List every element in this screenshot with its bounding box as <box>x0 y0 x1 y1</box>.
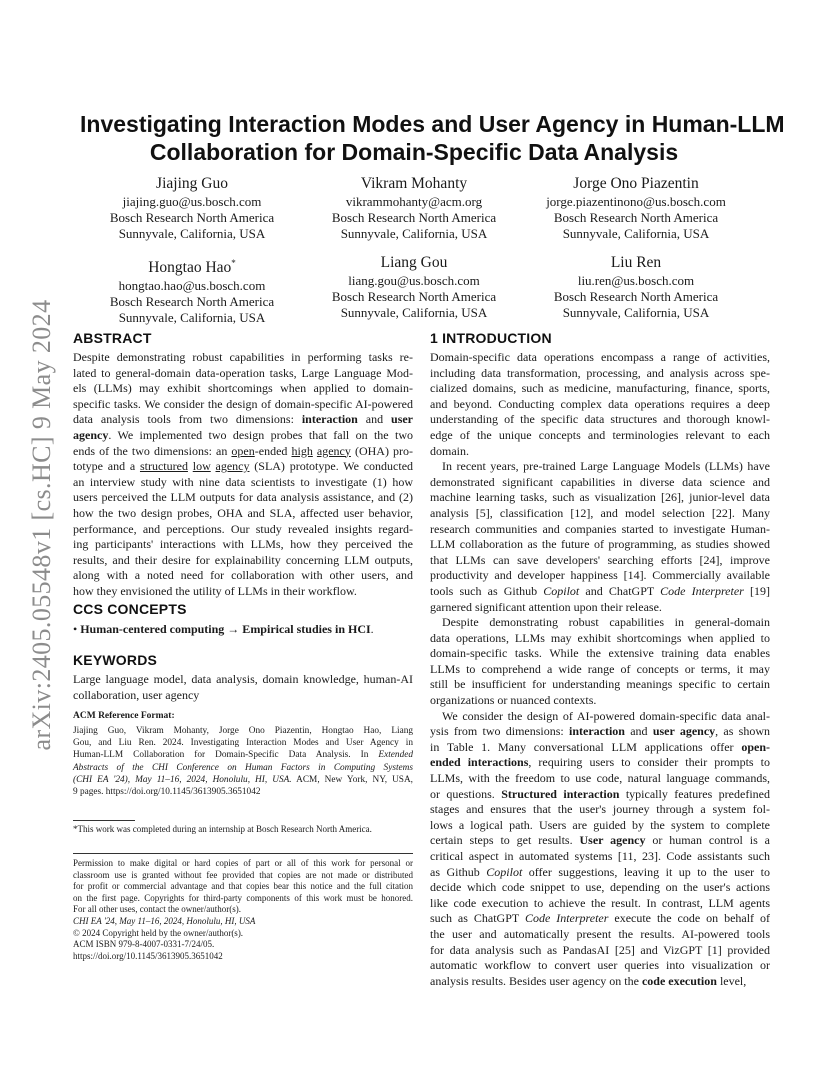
permission-line: For all other uses, contact the owner/author(s). <box>73 904 241 915</box>
introduction-line: demonstrated significant capabilities in diverse data science and <box>430 474 770 489</box>
author-email: vikrammohanty@acm.org <box>345 194 483 209</box>
abstract-line: users perceived the LLM outputs for data analysis assistance, and (2) <box>73 490 413 505</box>
author-location: Sunnyvale, California, USA <box>340 305 488 320</box>
author-email: liu.ren@us.bosch.com <box>577 273 695 288</box>
introduction-line: productivity and developer happiness [14]. Commercially available <box>430 568 770 583</box>
author-location: Sunnyvale, California, USA <box>118 310 266 326</box>
introduction-line: in Table 1. Many conversational LLM applications offer open- <box>430 739 770 754</box>
permission-line: on the first page. Copyrights for third-party components of this work must be honored. <box>73 892 413 903</box>
introduction-line: tools such as Github Copilot and ChatGPT Code Interpreter [19] <box>430 583 770 598</box>
permission-line: https://doi.org/10.1145/3613905.3651042 <box>73 950 223 961</box>
author-location: Sunnyvale, California, USA <box>340 226 488 241</box>
acm-reference-line: Human-LLM Collaboration for Domain-Specific Data Analysis. In Extended <box>73 750 413 761</box>
abstract-line: an interview study with nine data scientists to investigate (1) how <box>73 474 413 489</box>
paper-title <box>80 110 785 166</box>
introduction-line: lows a logical path. Users are guided by the system to complete <box>430 817 770 832</box>
author-name: Jiajing Guo <box>156 175 228 192</box>
introduction-line: domain-specific tasks. While the extensive training data enables <box>430 646 770 661</box>
author-email: jiajing.guo@us.bosch.com <box>122 194 262 209</box>
permission-line: classroom use is granted without fee provided that copies are not made or distributed <box>73 869 413 880</box>
abstract-line: Despite demonstrating robust capabilities in performing tasks re- <box>73 350 413 364</box>
introduction-line: garnered significant attention upon their release. <box>430 599 662 614</box>
author-footnote: *This work was completed during an internship at Bosch Research North America. <box>73 824 372 834</box>
permission-divider <box>73 853 413 854</box>
author-block <box>526 253 746 321</box>
abstract-line: how the two design probes, OHA and SLA, affected user behavior, <box>73 505 413 520</box>
introduction-line: decide which code snippet to use, depending on the user's actions <box>430 880 770 895</box>
abstract-body <box>73 350 413 600</box>
author-name: Liu Ren <box>610 254 662 271</box>
introduction-line: still be insufficient for understanding meanings specific to certain <box>430 677 770 692</box>
author-location: Sunnyvale, California, USA <box>562 226 710 241</box>
permission-line: © 2024 Copyright held by the owner/author(s). <box>73 927 244 938</box>
author-name: Liang Gou <box>380 254 448 271</box>
introduction-line: Despite demonstrating robust capabilities in general-domain <box>442 615 770 630</box>
acm-reference-line: (CHI EA '24), May 11–16, 2024, Honolulu, HI, USA. ACM, New York, NY, USA, <box>73 774 413 785</box>
introduction-line: stages and ensures that the user's journey through a system fol- <box>430 802 770 817</box>
author-block <box>82 253 302 326</box>
introduction-line: organizations or nuanced contexts. <box>430 693 597 708</box>
acm-reference-line: 9 pages. https://doi.org/10.1145/3613905.3651042 <box>73 787 261 798</box>
author-affiliation: Bosch Research North America <box>109 210 275 225</box>
introduction-line: LLMs to comprehend a wide range of concepts or terms, it may <box>430 661 770 676</box>
introduction-line: analysis results. Besides user agency on the code execution level, <box>430 973 747 988</box>
author-block <box>82 174 302 242</box>
introduction-paragraph <box>430 709 770 990</box>
abstract-line: how they envisioned the utility of LLMs in their workflow. <box>73 583 357 598</box>
introduction-line: edge of the unique concepts and terminologies relevant to each <box>430 427 770 442</box>
author-location: Sunnyvale, California, USA <box>562 305 710 320</box>
keywords-line: Large language model, data analysis, domain knowledge, human-AI <box>73 672 413 686</box>
introduction-line: the user and automatically present the results. AI-powered tools <box>430 926 770 941</box>
author-email: hongtao.hao@us.bosch.com <box>118 278 266 294</box>
permission-line: Permission to make digital or hard copies of part or all of this work for personal or <box>73 858 413 868</box>
author-email: jorge.piazentinono@us.bosch.com <box>546 194 726 209</box>
abstract-line: along with a noted need for collaboration with other users, and <box>73 568 413 583</box>
title-line-2: Collaboration for Domain-Specific Data Analysis <box>149 139 679 165</box>
introduction-line: critical aspect in automated systems [11, 23]. Code assistants such <box>430 849 770 863</box>
abstract-line: agency. We implemented two design probes that fall on the two <box>73 427 413 442</box>
author-affiliation: Bosch Research North America <box>331 210 497 225</box>
introduction-line: such as ChatGPT Code Interpreter execute the code on behalf of <box>430 911 770 926</box>
acm-reference-text <box>73 725 413 798</box>
footnote-divider <box>73 820 135 821</box>
introduction-paragraph <box>430 350 770 459</box>
acm-reference-line: Gou, and Liu Ren. 2024. Investigating Interaction Modes and User Agency in <box>73 738 413 749</box>
introduction-line: or questions. Structured interaction typically features predefined <box>430 786 770 801</box>
introduction-body <box>430 350 770 989</box>
introduction-line: We consider the design of AI-powered domain-specific data anal- <box>442 708 770 723</box>
acm-reference-line: Jiajing Guo, Vikram Mohanty, Jorge Ono Piazentin, Hongtao Hao, Liang <box>73 726 413 736</box>
introduction-line: as Github Copilot offer suggestions, leaving it up to the user to <box>430 864 770 879</box>
author-block <box>304 253 524 321</box>
introduction-heading: 1 INTRODUCTION <box>430 330 552 346</box>
author-affiliation: Bosch Research North America <box>553 289 719 304</box>
introduction-line: understanding of the specific data structures and thorough knowl- <box>430 412 770 427</box>
abstract-line: performance, and perceptions. Our study revealed insights regard- <box>73 521 413 536</box>
acm-reference-heading: ACM Reference Format: <box>73 711 175 721</box>
author-name: Hongtao Hao* <box>148 258 236 277</box>
introduction-line: machine learning tasks, such as visualization [26], junior-level data <box>430 490 770 505</box>
introduction-line: research communities and companies started to investigate Human- <box>430 521 770 536</box>
abstract-line: lated to general-domain data-operation tasks, Large Language Mod- <box>73 365 413 380</box>
introduction-paragraph <box>430 615 770 709</box>
author-affiliation: Bosch Research North America <box>553 210 719 225</box>
author-affiliation: Bosch Research North America <box>331 289 497 304</box>
abstract-line: ing participants' interactions with LLMs, how they perceived the <box>73 537 413 552</box>
introduction-line: ended interactions, requiring users to consider their prompts to <box>430 755 770 770</box>
introduction-line: like code execution to achieve the result. In contrast, LLM agents <box>430 895 770 910</box>
keywords-list <box>73 672 413 703</box>
introduction-line: that LLMs can save developers' searching efforts [24], improve <box>430 552 770 567</box>
ccs-concepts <box>73 622 413 638</box>
title-line-1: Investigating Interaction Modes and User Agency in Human-LLM <box>80 111 785 137</box>
introduction-paragraph <box>430 459 770 615</box>
author-block <box>526 174 746 242</box>
author-block <box>304 174 524 242</box>
introduction-line: domain. <box>430 443 469 458</box>
permission-line: for profit or commercial advantage and that copies bear this notice and the full citation <box>73 881 413 892</box>
abstract-line: data analysis tools from two dimensions: interaction and user <box>73 412 414 427</box>
introduction-line: certain steps to get results. User agency or human control is a <box>430 833 770 848</box>
author-name: Vikram Mohanty <box>360 175 468 192</box>
arxiv-identifier: arXiv:2405.05548v1 [cs.HC] 9 May 2024 <box>27 299 56 751</box>
introduction-line: cialized domains, such as medicine, manufacturing, finance, sports, <box>430 381 770 396</box>
abstract-line: results, and their desire for explainability concerning LLM outputs, <box>73 552 413 567</box>
permission-line: CHI EA '24, May 11–16, 2024, Honolulu, HI, USA <box>73 915 256 926</box>
introduction-line: Domain-specific data operations encompass a range of activities, <box>430 350 770 364</box>
ccs-line: • Human-centered computing → Empirical studies in HCI. <box>73 622 374 636</box>
author-affiliation: Bosch Research North America <box>109 294 275 310</box>
author-location: Sunnyvale, California, USA <box>118 226 266 241</box>
introduction-line: analysis [5], classification [12], and model selection [22]. Many <box>430 505 770 520</box>
permission-line: ACM ISBN 979-8-4007-0331-7/24/05. <box>73 939 215 950</box>
introduction-line: LLM collaboration as the future of programming, as studies showed <box>430 537 770 552</box>
keywords-line: collaboration, user agency <box>73 687 200 702</box>
introduction-line: including data transformation, processing, and analysis across spe- <box>430 365 770 380</box>
introduction-line: for data analysis such as PandasAI [25] and VizGPT [1] provided <box>430 942 770 957</box>
introduction-line: LLMs, with the freedom to use code, natural language commands, <box>430 771 770 786</box>
author-email: liang.gou@us.bosch.com <box>348 273 480 288</box>
acm-reference-line: Abstracts of the CHI Conference on Human Factors in Computing Systems <box>73 762 413 773</box>
abstract-line: ends of the two dimensions: an open-ended high agency (OHA) pro- <box>73 443 414 458</box>
ccs-heading: CCS CONCEPTS <box>73 601 187 617</box>
introduction-line: In recent years, pre-trained Large Language Models (LLMs) have <box>442 459 770 474</box>
introduction-line: and beyond. Conducting complex data operations requires a deep <box>430 396 770 411</box>
author-name: Jorge Ono Piazentin <box>573 175 699 192</box>
introduction-line: automatic workflow to convert user queries into visualization or <box>430 958 770 973</box>
abstract-heading: ABSTRACT <box>73 330 152 346</box>
permission-notice <box>73 858 413 962</box>
abstract-line: els (LLMs) may exhibit shortcomings when applied to domain- <box>73 381 413 396</box>
introduction-line: data operations, LLMs may exhibit shortcomings when applied to <box>430 630 770 645</box>
abstract-line: specific tasks. We consider the design of domain-specific AI-powered <box>73 396 413 411</box>
abstract-line: totype and a structured low agency (SLA) prototype. We conducted <box>73 459 414 474</box>
introduction-line: ysis from two dimensions: interaction and user agency, as shown <box>430 724 770 739</box>
keywords-heading: KEYWORDS <box>73 652 158 668</box>
